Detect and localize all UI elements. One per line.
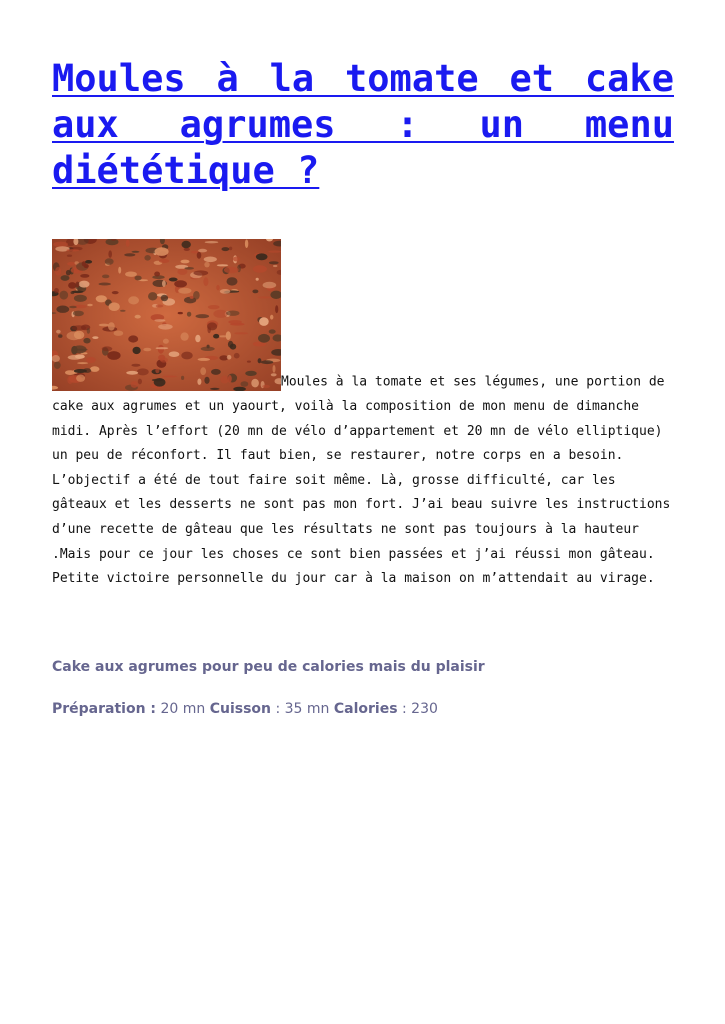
recipe-heading: Cake aux agrumes pour peu de calories mais du plaisir	[52, 659, 485, 675]
cuisson-value: : 35 mn	[275, 701, 330, 717]
calories-value: : 230	[402, 701, 438, 717]
article-title-link[interactable]: Moules à la tomate et cake aux agrumes : un menu diététique ?	[52, 57, 674, 192]
article-text: Moules à la tomate et ses légumes, une portion de cake aux agrumes et un yaourt, voilà la composition de mon menu de dimanche midi. Après l’effort (20 mn de vélo d’appartement et 20 mn de vélo elliptique) un peu de réconfort. Il faut bien, se restaurer, notre corps en a besoin. L’objectif a été de tout faire soit même. Là, grosse difficulté, car les gâteaux et les desserts ne sont pas mon fort. J’ai beau suivre les instructions d’une recette de gâteau que les résultats ne sont pas toujours à la hauteur .Mais pour ce jour les choses ce sont bien passées et j’ai réussi mon gâteau. Petite victoire personnelle du jour car à la maison on m’attendait au virage.	[52, 374, 671, 587]
mussels-tomato-photo	[52, 239, 281, 391]
preparation-value: 20 mn	[160, 701, 206, 717]
recipe-meta	[52, 701, 438, 717]
calories-label: Calories	[333, 701, 398, 717]
cuisson-label: Cuisson	[209, 701, 272, 717]
article-body	[52, 239, 674, 592]
preparation-label: Préparation :	[52, 701, 157, 717]
article-title	[52, 56, 674, 194]
